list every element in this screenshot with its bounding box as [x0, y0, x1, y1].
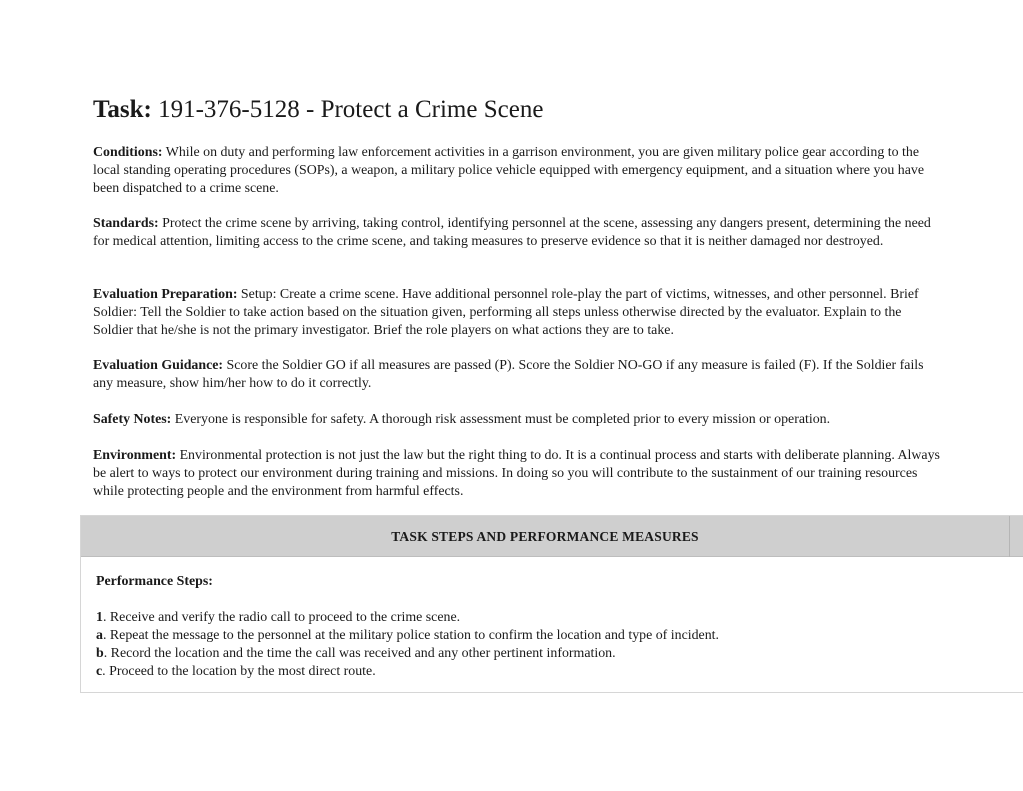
task-title-text: 191-376-5128 - Protect a Crime Scene [151, 96, 544, 123]
evaluation-guidance-text: Score the Soldier GO if all measures are passed (P). Score the Soldier NO-GO if any measure is failed (F). If the Soldier fails any measure, show him/her how to do it correctly. [93, 358, 924, 391]
standards-text: Protect the crime scene by arriving, taking control, identifying personnel at the scene, assessing any dangers present, determining the need for medical attention, limiting access to the crime scene, and taking measures to preserve evidence so that it is neither damaged nor destroyed. [93, 216, 931, 249]
step-number: c [96, 664, 103, 679]
performance-steps-label: Performance Steps: [96, 574, 213, 589]
evaluation-guidance-paragraph [93, 357, 943, 393]
safety-notes-text: Everyone is responsible for safety. A thorough risk assessment must be completed prior to every mission or operation. [171, 412, 831, 427]
step-text: . Receive and verify the radio call to proceed to the crime scene. [102, 610, 461, 625]
task-label: Task: [93, 96, 152, 123]
environment-paragraph [93, 447, 943, 501]
step-text: . Repeat the message to the personnel at the military police station to confirm the location and type of incident. [102, 628, 719, 643]
performance-step [96, 627, 996, 645]
environment-text: Environmental protection is not just the law but the right thing to do. It is a continual process and starts with deliberate planning. Always be alert to ways to protect our environment during training and missions. In doing so you will contribute to the sustainment of our training resources while protecting people and the environment from harmful effects. [93, 448, 940, 499]
performance-step [96, 663, 996, 681]
evaluation-preparation-text: Setup: Create a crime scene. Have additional personnel role-play the part of victims, witnesses, and other personnel. Brief Soldier: Tell the Soldier to take action based on the situation given, performing all steps unless otherwise directed by the evaluator. Explain to the Soldier that he/she is not the primary investigator. Brief the role players on what actions they are to take. [93, 287, 919, 338]
evaluation-preparation-paragraph [93, 286, 943, 340]
task-steps-header [81, 516, 1023, 557]
task-steps-header-text: TASK STEPS AND PERFORMANCE MEASURES [391, 529, 699, 544]
task-title [93, 94, 543, 126]
performance-step-list [96, 609, 996, 681]
performance-step [96, 645, 996, 663]
conditions-paragraph [93, 144, 943, 198]
safety-notes-label: Safety Notes: [93, 412, 172, 427]
step-number: b [96, 646, 104, 661]
task-steps-table [80, 515, 1023, 693]
step-text: . Record the location and the time the call was received and any other pertinent information. [103, 646, 616, 661]
standards-label: Standards: [93, 216, 159, 231]
performance-step [96, 609, 996, 627]
conditions-label: Conditions: [93, 145, 163, 160]
standards-paragraph [93, 215, 943, 251]
conditions-text: While on duty and performing law enforcement activities in a garrison environment, you are given military police gear according to the local standing operating procedures (SOPs), a weapon, a military police vehicle equipped with emergency equipment, and a situation where you have been dispatched to a crime scene. [93, 145, 924, 196]
step-number: 1 [96, 610, 103, 625]
header-divider [1009, 516, 1010, 557]
environment-label: Environment: [93, 448, 177, 463]
step-number: a [96, 628, 103, 643]
safety-notes-paragraph [93, 411, 943, 429]
step-text: . Proceed to the location by the most direct route. [102, 664, 376, 679]
evaluation-preparation-label: Evaluation Preparation: [93, 287, 238, 302]
evaluation-guidance-label: Evaluation Guidance: [93, 358, 224, 373]
